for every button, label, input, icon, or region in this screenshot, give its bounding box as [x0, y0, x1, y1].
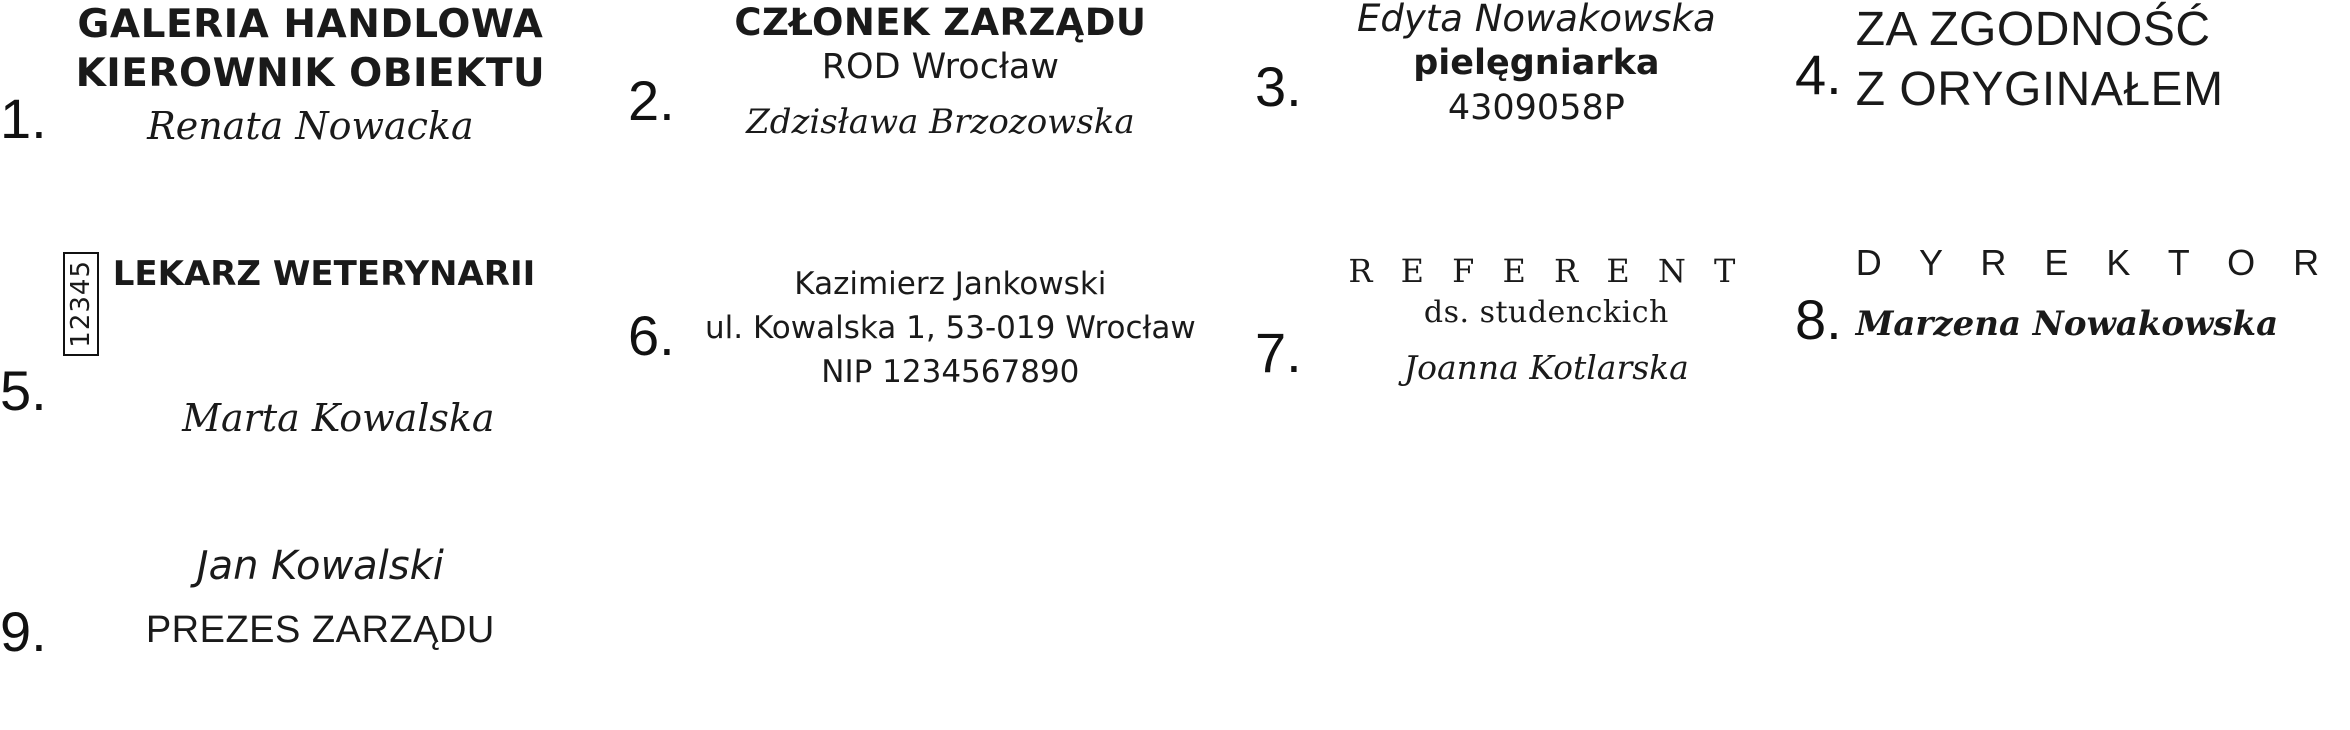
stamp-body-5	[63, 250, 570, 443]
stamp-body-2	[693, 0, 1188, 155]
stamp-line: R E F E R E N T	[1348, 252, 1745, 290]
stamp-line: Jan Kowalski	[196, 543, 444, 589]
stamp-line: Z ORYGINAŁEM	[1855, 62, 2224, 116]
stamp-line: LEKARZ WETERYNARII	[112, 254, 536, 294]
stamp-sample-9	[0, 540, 580, 668]
stamp-number-6: 6.	[628, 304, 675, 368]
stamp-line: Renata Nowacka	[147, 104, 474, 149]
stamp-line: CZŁONEK ZARZĄDU	[734, 1, 1147, 44]
stamp-number-2: 2.	[628, 68, 675, 132]
stamp-number-9: 9.	[0, 600, 47, 663]
stamp-line: 4309058P	[1447, 87, 1625, 128]
stamp-line: ZA ZGODNOŚĆ	[1855, 3, 2211, 56]
stamp-body-1	[61, 0, 560, 155]
stamp-line: Edyta Nowakowska	[1357, 0, 1716, 40]
stamp-body-3	[1318, 0, 1755, 131]
stamp-line: pielęgniarka	[1413, 43, 1660, 84]
stamp-body-7	[1318, 250, 1775, 405]
stamp-line: GALERIA HANDLOWA	[77, 2, 544, 47]
stamp-line: Marta Kowalska	[182, 395, 495, 440]
vertical-number-badge	[63, 252, 99, 356]
stamp-number-5: 5.	[0, 359, 47, 423]
stamp-number-7: 7.	[1255, 320, 1302, 384]
stamp-line: ds. studenckich	[1423, 295, 1669, 331]
stamp-body-8	[1856, 240, 2350, 362]
stamp-sample-7	[1255, 250, 1775, 405]
stamp-top-row	[63, 250, 570, 356]
stamp-body-9	[61, 540, 580, 668]
stamp-number-3: 3.	[1255, 55, 1302, 119]
stamp-line: ul. Kowalska 1, 53-019 Wrocław	[705, 310, 1196, 347]
stamp-line: KIEROWNIK OBIEKTU	[75, 51, 546, 97]
stamp-line: PREZES ZARZĄDU	[145, 609, 495, 651]
stamp-sample-8	[1795, 240, 2350, 362]
stamp-sample-5	[0, 250, 570, 443]
stamp-line: NIP 1234567890	[821, 354, 1080, 391]
stamp-sample-1	[0, 0, 560, 155]
stamp-line: D Y R E K T O R	[1855, 242, 2334, 283]
stamp-sample-6	[628, 262, 1208, 394]
stamp-body-6	[693, 262, 1208, 394]
stamp-sample-3	[1255, 0, 1755, 131]
stamp-line: Joanna Kotlarska	[1403, 348, 1689, 388]
stamp-line: ROD Wrocław	[821, 47, 1059, 88]
stamp-number-1: 1.	[0, 87, 47, 151]
stamp-sample-4	[1795, 0, 2350, 119]
badge-text: 12345	[65, 260, 96, 348]
stamp-number-8: 8.	[1795, 287, 1842, 351]
stamp-line: Zdzisława Brzozowska	[746, 102, 1135, 142]
stamp-line: Marzena Nowakowska	[1855, 303, 2279, 344]
stamp-sample-2	[628, 0, 1188, 155]
stamp-line: Kazimierz Jankowski	[794, 266, 1107, 302]
stamp-number-4: 4.	[1795, 43, 1842, 107]
stamp-body-4	[1856, 0, 2350, 119]
